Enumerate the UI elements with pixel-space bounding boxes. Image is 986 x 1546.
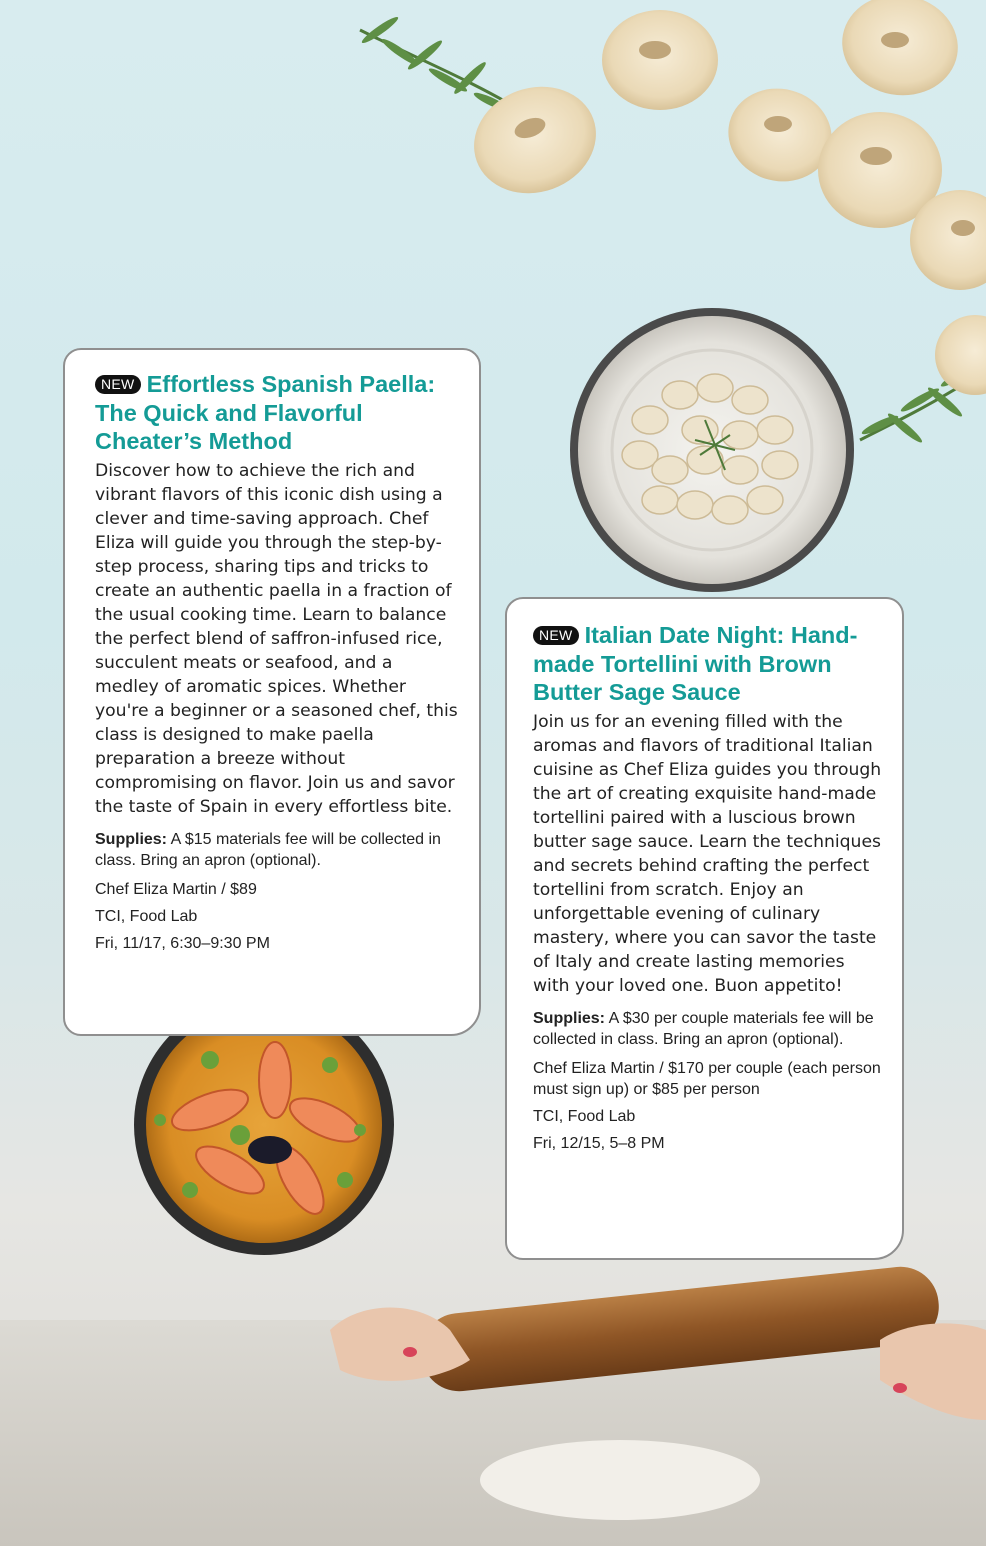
class-title-text: Effortless Spanish Paella: The Quick and Flavorful Cheater’s Method: [95, 371, 436, 454]
supplies-info: [533, 1008, 882, 1050]
supplies-label: Supplies:: [95, 830, 168, 848]
class-title: [533, 621, 882, 707]
class-schedule: Fri, 12/15, 5–8 PM: [533, 1134, 665, 1152]
class-description: Join us for an evening filled with the aromas and flavors of traditional Italian cuisine as Chef Eliza guides you through the art of creating exquisite hand-made tortellini paired with a luscious brown butter sage sauce. Learn the techniques and secrets behind crafting the perfect tortellini from scratch. Enjoy an unforgettable evening of culinary mastery, where you can savor the taste of Italy and create lasting memories with your loved one. Buon appetito!: [533, 711, 882, 996]
class-card-paella: [63, 348, 481, 1036]
supplies-text: A $30 per couple materials fee will be collected in class. Bring an apron (optional).: [533, 1009, 874, 1048]
supplies-text: A $15 materials fee will be collected in class. Bring an apron (optional).: [95, 830, 441, 869]
new-badge: NEW: [95, 375, 141, 394]
class-card-tortellini: [505, 597, 904, 1260]
instructor-price: Chef Eliza Martin / $170 per couple (each person must sign up) or $85 per person: [533, 1059, 881, 1098]
tortellini-plate: [570, 308, 854, 592]
supplies-info: [95, 829, 459, 871]
instructor-price: Chef Eliza Martin / $89: [95, 880, 257, 898]
class-title: [95, 370, 459, 456]
class-schedule: Fri, 11/17, 6:30–9:30 PM: [95, 934, 270, 952]
class-location: TCI, Food Lab: [533, 1107, 636, 1125]
new-badge: NEW: [533, 626, 579, 645]
class-description: Discover how to achieve the rich and vibrant flavors of this iconic dish using a clever and time-saving approach. Chef Eliza will guide you through the step-by-step process, sharing tips and tricks to create an authentic paella in a fraction of the usual cooking time. Learn to balance the perfect blend of saffron-infused rice, succulent meats or seafood, and a medley of aromatic spices. Whether you're a beginner or a seasoned chef, this class is designed to make paella preparation a breeze without compromising on flavor. Join us and savor the taste of Spain in every effortless bite.: [95, 460, 458, 817]
class-location: TCI, Food Lab: [95, 907, 198, 925]
class-title-text: Italian Date Night: Hand-made Tortellini with Brown Butter Sage Sauce: [533, 622, 858, 705]
supplies-label: Supplies:: [533, 1009, 606, 1027]
